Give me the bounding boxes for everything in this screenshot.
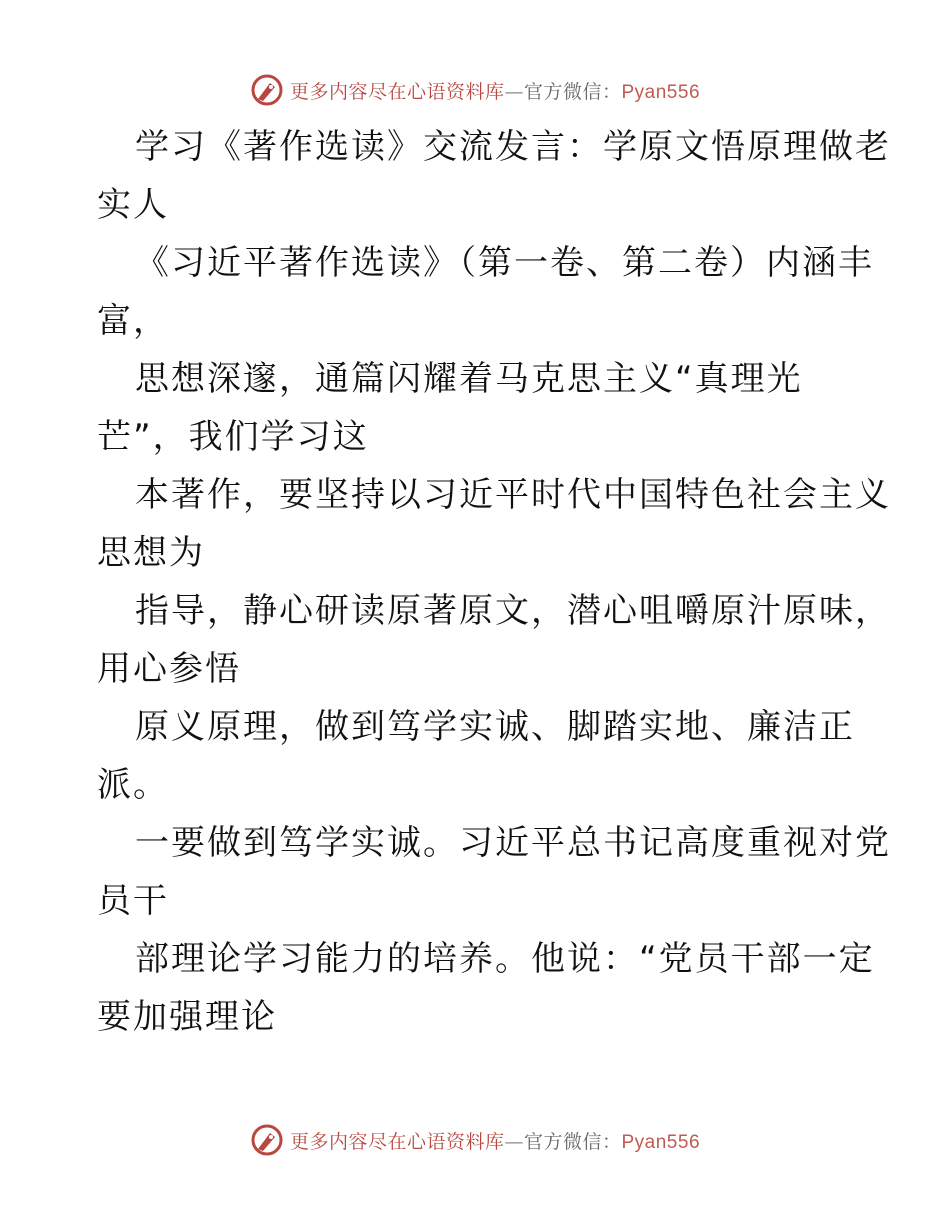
paragraph-line: 部理论学习能力的培养。他说：“党员干部一定 [135,939,875,979]
footer-banner-dash: — [504,1130,524,1153]
paragraph-line: 要加强理论 [97,997,277,1037]
paragraph-line: 本著作，要坚持以习近平时代中国特色社会主义 [135,475,891,515]
paragraph-line: 原义原理，做到笃学实诚、脚踏实地、廉洁正 [135,707,855,747]
paragraph-line: 一要做到笃学实诚。习近平总书记高度重视对党 [135,823,891,863]
header-banner [0,70,950,110]
header-banner-main: 更多内容尽在心语资料库 [289,80,505,103]
paragraph-line: 指导，静心研读原著原文，潜心咀嚼原汁原味， [135,591,891,631]
footer-banner-main: 更多内容尽在心语资料库 [289,1130,505,1153]
footer-banner [0,1120,950,1160]
paragraph-line: 思想深邃，通篇闪耀着马克思主义“真理光 [135,359,803,399]
footer-wechat-id: Pyan556 [621,1131,701,1153]
document-title-line-2: 实人 [97,185,169,225]
header-wechat-id: Pyan556 [621,81,701,103]
paragraph-line: 员干 [97,881,169,921]
footer-wechat-label: 官方微信： [523,1130,622,1153]
paragraph-line: 用心参悟 [97,649,241,689]
paragraph-line: 富， [97,301,169,341]
pen-nib-logo-icon [250,1123,284,1157]
header-banner-text [290,77,700,104]
header-wechat-label: 官方微信： [523,80,622,103]
footer-banner-text [290,1127,700,1154]
document-title-line-1: 学习《著作选读》交流发言：学原文悟原理做老 [135,127,891,167]
document-body [97,118,891,1046]
header-banner-dash: — [504,80,524,103]
paragraph-line: 芒”，我们学习这 [97,417,369,457]
pen-nib-logo-icon [250,73,284,107]
paragraph-line: 思想为 [97,533,205,573]
paragraph-line: 《习近平著作选读》（第一卷、第二卷）内涵丰 [135,243,874,283]
paragraph-line: 派。 [97,765,169,805]
